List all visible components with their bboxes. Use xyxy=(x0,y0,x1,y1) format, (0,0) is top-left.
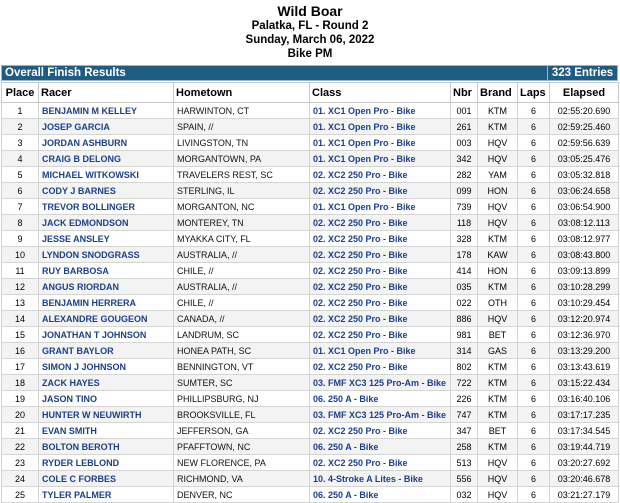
class-link[interactable]: 01. XC1 Open Pro - Bike xyxy=(310,119,451,135)
class-link[interactable]: 03. FMF XC3 125 Pro-Am - Bike xyxy=(310,407,451,423)
class-link[interactable]: 02. XC2 250 Pro - Bike xyxy=(310,167,451,183)
laps-cell: 6 xyxy=(518,199,550,215)
brand-cell: OTH xyxy=(478,295,518,311)
table-row xyxy=(2,151,619,167)
racer-link[interactable]: JESSE ANSLEY xyxy=(39,231,174,247)
brand-cell: HQV xyxy=(478,455,518,471)
nbr-cell: 739 xyxy=(451,199,478,215)
place-cell: 13 xyxy=(2,295,39,311)
nbr-cell: 347 xyxy=(451,423,478,439)
nbr-cell: 282 xyxy=(451,167,478,183)
nbr-cell: 886 xyxy=(451,311,478,327)
hometown-cell: AUSTRALIA, // xyxy=(174,247,310,263)
laps-cell: 6 xyxy=(518,119,550,135)
racer-link[interactable]: CODY J BARNES xyxy=(39,183,174,199)
racer-link[interactable]: TREVOR BOLLINGER xyxy=(39,199,174,215)
table-row xyxy=(2,103,619,119)
table-row xyxy=(2,263,619,279)
table-row xyxy=(2,343,619,359)
class-link[interactable]: 02. XC2 250 Pro - Bike xyxy=(310,423,451,439)
elapsed-cell: 03:20:27.692 xyxy=(550,455,619,471)
brand-cell: KTM xyxy=(478,439,518,455)
place-cell: 2 xyxy=(2,119,39,135)
entries-count: 323 Entries xyxy=(547,66,617,80)
hometown-cell: LIVINGSTON, TN xyxy=(174,135,310,151)
hometown-cell: PFAFFTOWN, NC xyxy=(174,439,310,455)
elapsed-cell: 03:17:17.235 xyxy=(550,407,619,423)
nbr-cell: 258 xyxy=(451,439,478,455)
hometown-cell: LANDRUM, SC xyxy=(174,327,310,343)
racer-link[interactable]: RUY BARBOSA xyxy=(39,263,174,279)
event-title: Wild Boar xyxy=(277,3,343,19)
class-link[interactable]: 06. 250 A - Bike xyxy=(310,391,451,407)
table-row xyxy=(2,295,619,311)
racer-link[interactable]: HUNTER W NEUWIRTH xyxy=(39,407,174,423)
nbr-cell: 178 xyxy=(451,247,478,263)
nbr-cell: 414 xyxy=(451,263,478,279)
elapsed-cell: 03:08:12.977 xyxy=(550,231,619,247)
hometown-cell: HONEA PATH, SC xyxy=(174,343,310,359)
class-link[interactable]: 06. 250 A - Bike xyxy=(310,487,451,503)
hometown-cell: MYAKKA CITY, FL xyxy=(174,231,310,247)
hometown-cell: DENVER, NC xyxy=(174,487,310,503)
brand-cell: KTM xyxy=(478,119,518,135)
place-cell: 11 xyxy=(2,263,39,279)
racer-link[interactable]: JACK EDMONDSON xyxy=(39,215,174,231)
nbr-cell: 261 xyxy=(451,119,478,135)
nbr-cell: 981 xyxy=(451,327,478,343)
nbr-cell: 513 xyxy=(451,455,478,471)
place-cell: 7 xyxy=(2,199,39,215)
elapsed-cell: 03:20:46.678 xyxy=(550,471,619,487)
place-cell: 20 xyxy=(2,407,39,423)
laps-cell: 6 xyxy=(518,359,550,375)
racer-link[interactable]: BENJAMIN HERRERA xyxy=(39,295,174,311)
class-link[interactable]: 01. XC1 Open Pro - Bike xyxy=(310,103,451,119)
hometown-cell: BENNINGTON, VT xyxy=(174,359,310,375)
table-row xyxy=(2,119,619,135)
hometown-cell: JEFFERSON, GA xyxy=(174,423,310,439)
laps-cell: 6 xyxy=(518,231,550,247)
laps-cell: 6 xyxy=(518,167,550,183)
nbr-cell: 342 xyxy=(451,151,478,167)
class-link[interactable]: 06. 250 A - Bike xyxy=(310,439,451,455)
place-cell: 15 xyxy=(2,327,39,343)
brand-cell: BET xyxy=(478,327,518,343)
brand-cell: YAM xyxy=(478,167,518,183)
laps-cell: 6 xyxy=(518,215,550,231)
racer-link[interactable]: ALEXANDRE GOUGEON xyxy=(39,311,174,327)
nbr-cell: 003 xyxy=(451,135,478,151)
place-cell: 9 xyxy=(2,231,39,247)
laps-cell: 6 xyxy=(518,103,550,119)
hometown-cell: BROOKSVILLE, FL xyxy=(174,407,310,423)
laps-cell: 6 xyxy=(518,135,550,151)
class-link[interactable]: 02. XC2 250 Pro - Bike xyxy=(310,311,451,327)
class-link[interactable]: 10. 4-Stroke A Lites - Bike xyxy=(310,471,451,487)
hometown-cell: HARWINTON, CT xyxy=(174,103,310,119)
brand-cell: KTM xyxy=(478,391,518,407)
elapsed-cell: 03:08:43.800 xyxy=(550,247,619,263)
place-cell: 21 xyxy=(2,423,39,439)
brand-cell: HQV xyxy=(478,135,518,151)
table-row xyxy=(2,215,619,231)
place-cell: 8 xyxy=(2,215,39,231)
racer-link[interactable]: ZACK HAYES xyxy=(39,375,174,391)
laps-cell: 6 xyxy=(518,327,550,343)
place-cell: 6 xyxy=(2,183,39,199)
hometown-cell: CANADA, // xyxy=(174,311,310,327)
laps-cell: 6 xyxy=(518,439,550,455)
col-laps-header[interactable]: Laps xyxy=(518,83,550,103)
hometown-cell: CHILE, // xyxy=(174,263,310,279)
event-date: Sunday, March 06, 2022 xyxy=(245,34,375,46)
results-table xyxy=(1,82,619,503)
elapsed-cell: 03:12:20.974 xyxy=(550,311,619,327)
results-body xyxy=(2,103,619,503)
class-link[interactable]: 02. XC2 250 Pro - Bike xyxy=(310,295,451,311)
hometown-cell: SPAIN, // xyxy=(174,119,310,135)
place-cell: 23 xyxy=(2,455,39,471)
hometown-cell: MONTEREY, TN xyxy=(174,215,310,231)
racer-link[interactable]: JONATHAN T JOHNSON xyxy=(39,327,174,343)
elapsed-cell: 03:13:29.200 xyxy=(550,343,619,359)
laps-cell: 6 xyxy=(518,471,550,487)
place-cell: 1 xyxy=(2,103,39,119)
place-cell: 18 xyxy=(2,375,39,391)
place-cell: 17 xyxy=(2,359,39,375)
elapsed-cell: 03:16:40.106 xyxy=(550,391,619,407)
brand-cell: KTM xyxy=(478,407,518,423)
brand-cell: HQV xyxy=(478,311,518,327)
brand-cell: HQV xyxy=(478,471,518,487)
col-hometown-header[interactable]: Hometown xyxy=(174,83,310,103)
col-nbr-header[interactable]: Nbr xyxy=(451,83,478,103)
racer-link[interactable]: TYLER PALMER xyxy=(39,487,174,503)
laps-cell: 6 xyxy=(518,407,550,423)
table-row xyxy=(2,391,619,407)
nbr-cell: 001 xyxy=(451,103,478,119)
table-row xyxy=(2,231,619,247)
brand-cell: GAS xyxy=(478,343,518,359)
class-link[interactable]: 02. XC2 250 Pro - Bike xyxy=(310,327,451,343)
table-row xyxy=(2,455,619,471)
racer-link[interactable]: COLE C FORBES xyxy=(39,471,174,487)
elapsed-cell: 03:06:24.658 xyxy=(550,183,619,199)
nbr-cell: 802 xyxy=(451,359,478,375)
table-row xyxy=(2,167,619,183)
elapsed-cell: 02:59:25.460 xyxy=(550,119,619,135)
elapsed-cell: 02:55:20.690 xyxy=(550,103,619,119)
elapsed-cell: 03:09:13.899 xyxy=(550,263,619,279)
racer-link[interactable]: JASON TINO xyxy=(39,391,174,407)
class-link[interactable]: 03. FMF XC3 125 Pro-Am - Bike xyxy=(310,375,451,391)
hometown-cell: MORGANTOWN, PA xyxy=(174,151,310,167)
racer-link[interactable]: SIMON J JOHNSON xyxy=(39,359,174,375)
elapsed-cell: 03:19:44.719 xyxy=(550,439,619,455)
nbr-cell: 747 xyxy=(451,407,478,423)
brand-cell: HQV xyxy=(478,199,518,215)
hometown-cell: SUMTER, SC xyxy=(174,375,310,391)
event-session: Bike PM xyxy=(287,48,333,60)
brand-cell: BET xyxy=(478,423,518,439)
table-row xyxy=(2,487,619,503)
hometown-cell: NEW FLORENCE, PA xyxy=(174,455,310,471)
racer-link[interactable]: JORDAN ASHBURN xyxy=(39,135,174,151)
class-link[interactable]: 02. XC2 250 Pro - Bike xyxy=(310,247,451,263)
class-link[interactable]: 01. XC1 Open Pro - Bike xyxy=(310,151,451,167)
brand-cell: KTM xyxy=(478,279,518,295)
racer-link[interactable]: GRANT BAYLOR xyxy=(39,343,174,359)
table-header-row xyxy=(2,83,619,103)
hometown-cell: RICHMOND, VA xyxy=(174,471,310,487)
brand-cell: HON xyxy=(478,183,518,199)
racer-link[interactable]: ANGUS RIORDAN xyxy=(39,279,174,295)
place-cell: 25 xyxy=(2,487,39,503)
brand-cell: HQV xyxy=(478,151,518,167)
table-row xyxy=(2,279,619,295)
table-row xyxy=(2,423,619,439)
class-link[interactable]: 02. XC2 250 Pro - Bike xyxy=(310,455,451,471)
brand-cell: KTM xyxy=(478,103,518,119)
elapsed-cell: 03:10:29.454 xyxy=(550,295,619,311)
racer-link[interactable]: CRAIG B DELONG xyxy=(39,151,174,167)
elapsed-cell: 03:10:28.299 xyxy=(550,279,619,295)
racer-link[interactable]: LYNDON SNODGRASS xyxy=(39,247,174,263)
brand-cell: KTM xyxy=(478,359,518,375)
brand-cell: HQV xyxy=(478,487,518,503)
brand-cell: KTM xyxy=(478,375,518,391)
elapsed-cell: 03:08:12.113 xyxy=(550,215,619,231)
nbr-cell: 022 xyxy=(451,295,478,311)
laps-cell: 6 xyxy=(518,391,550,407)
place-cell: 24 xyxy=(2,471,39,487)
racer-link[interactable]: RYDER LEBLOND xyxy=(39,455,174,471)
table-row xyxy=(2,471,619,487)
brand-cell: HQV xyxy=(478,215,518,231)
table-row xyxy=(2,311,619,327)
nbr-cell: 556 xyxy=(451,471,478,487)
hometown-cell: TRAVELERS REST, SC xyxy=(174,167,310,183)
racer-link[interactable]: EVAN SMITH xyxy=(39,423,174,439)
racer-link[interactable]: JOSEP GARCIA xyxy=(39,119,174,135)
brand-cell: HON xyxy=(478,263,518,279)
col-class-header[interactable]: Class xyxy=(310,83,451,103)
place-cell: 16 xyxy=(2,343,39,359)
nbr-cell: 118 xyxy=(451,215,478,231)
col-brand-header[interactable]: Brand xyxy=(478,83,518,103)
laps-cell: 6 xyxy=(518,311,550,327)
class-link[interactable]: 02. XC2 250 Pro - Bike xyxy=(310,279,451,295)
table-row xyxy=(2,375,619,391)
laps-cell: 6 xyxy=(518,343,550,359)
hometown-cell: CHILE, // xyxy=(174,295,310,311)
class-link[interactable]: 02. XC2 250 Pro - Bike xyxy=(310,263,451,279)
place-cell: 19 xyxy=(2,391,39,407)
racer-link[interactable]: BOLTON BEROTH xyxy=(39,439,174,455)
place-cell: 12 xyxy=(2,279,39,295)
laps-cell: 6 xyxy=(518,487,550,503)
place-cell: 3 xyxy=(2,135,39,151)
elapsed-cell: 03:13:43.619 xyxy=(550,359,619,375)
class-link[interactable]: 01. XC1 Open Pro - Bike xyxy=(310,343,451,359)
elapsed-cell: 03:12:36.970 xyxy=(550,327,619,343)
laps-cell: 6 xyxy=(518,375,550,391)
results-bar-label: Overall Finish Results xyxy=(5,67,126,79)
nbr-cell: 032 xyxy=(451,487,478,503)
elapsed-cell: 02:59:56.639 xyxy=(550,135,619,151)
table-row xyxy=(2,183,619,199)
table-row xyxy=(2,407,619,423)
event-header xyxy=(0,0,620,61)
elapsed-cell: 03:15:22.434 xyxy=(550,375,619,391)
col-place-header[interactable]: Place xyxy=(2,83,39,103)
col-racer-header[interactable]: Racer xyxy=(39,83,174,103)
hometown-cell: AUSTRALIA, // xyxy=(174,279,310,295)
place-cell: 10 xyxy=(2,247,39,263)
racer-link[interactable]: BENJAMIN M KELLEY xyxy=(39,103,174,119)
class-link[interactable]: 02. XC2 250 Pro - Bike xyxy=(310,231,451,247)
nbr-cell: 328 xyxy=(451,231,478,247)
hometown-cell: MORGANTON, NC xyxy=(174,199,310,215)
table-row xyxy=(2,359,619,375)
brand-cell: KAW xyxy=(478,247,518,263)
elapsed-cell: 03:21:27.179 xyxy=(550,487,619,503)
laps-cell: 6 xyxy=(518,455,550,471)
laps-cell: 6 xyxy=(518,183,550,199)
laps-cell: 6 xyxy=(518,151,550,167)
place-cell: 14 xyxy=(2,311,39,327)
col-elapsed-header[interactable]: Elapsed xyxy=(550,83,619,103)
table-row xyxy=(2,199,619,215)
hometown-cell: STERLING, IL xyxy=(174,183,310,199)
elapsed-cell: 03:05:25.476 xyxy=(550,151,619,167)
elapsed-cell: 03:05:32.818 xyxy=(550,167,619,183)
elapsed-cell: 03:06:54.900 xyxy=(550,199,619,215)
nbr-cell: 314 xyxy=(451,343,478,359)
nbr-cell: 035 xyxy=(451,279,478,295)
class-link[interactable]: 02. XC2 250 Pro - Bike xyxy=(310,183,451,199)
laps-cell: 6 xyxy=(518,263,550,279)
laps-cell: 6 xyxy=(518,423,550,439)
brand-cell: KTM xyxy=(478,231,518,247)
laps-cell: 6 xyxy=(518,279,550,295)
table-row xyxy=(2,327,619,343)
elapsed-cell: 03:17:34.545 xyxy=(550,423,619,439)
table-row xyxy=(2,439,619,455)
results-bar xyxy=(1,65,618,81)
nbr-cell: 226 xyxy=(451,391,478,407)
class-link[interactable]: 02. XC2 250 Pro - Bike xyxy=(310,215,451,231)
laps-cell: 6 xyxy=(518,295,550,311)
table-row xyxy=(2,135,619,151)
place-cell: 22 xyxy=(2,439,39,455)
hometown-cell: PHILLIPSBURG, NJ xyxy=(174,391,310,407)
class-link[interactable]: 01. XC1 Open Pro - Bike xyxy=(310,135,451,151)
class-link[interactable]: 02. XC2 250 Pro - Bike xyxy=(310,359,451,375)
nbr-cell: 722 xyxy=(451,375,478,391)
laps-cell: 6 xyxy=(518,247,550,263)
racer-link[interactable]: MICHAEL WITKOWSKI xyxy=(39,167,174,183)
place-cell: 4 xyxy=(2,151,39,167)
table-row xyxy=(2,247,619,263)
place-cell: 5 xyxy=(2,167,39,183)
nbr-cell: 099 xyxy=(451,183,478,199)
class-link[interactable]: 01. XC1 Open Pro - Bike xyxy=(310,199,451,215)
event-location: Palatka, FL - Round 2 xyxy=(251,20,369,32)
